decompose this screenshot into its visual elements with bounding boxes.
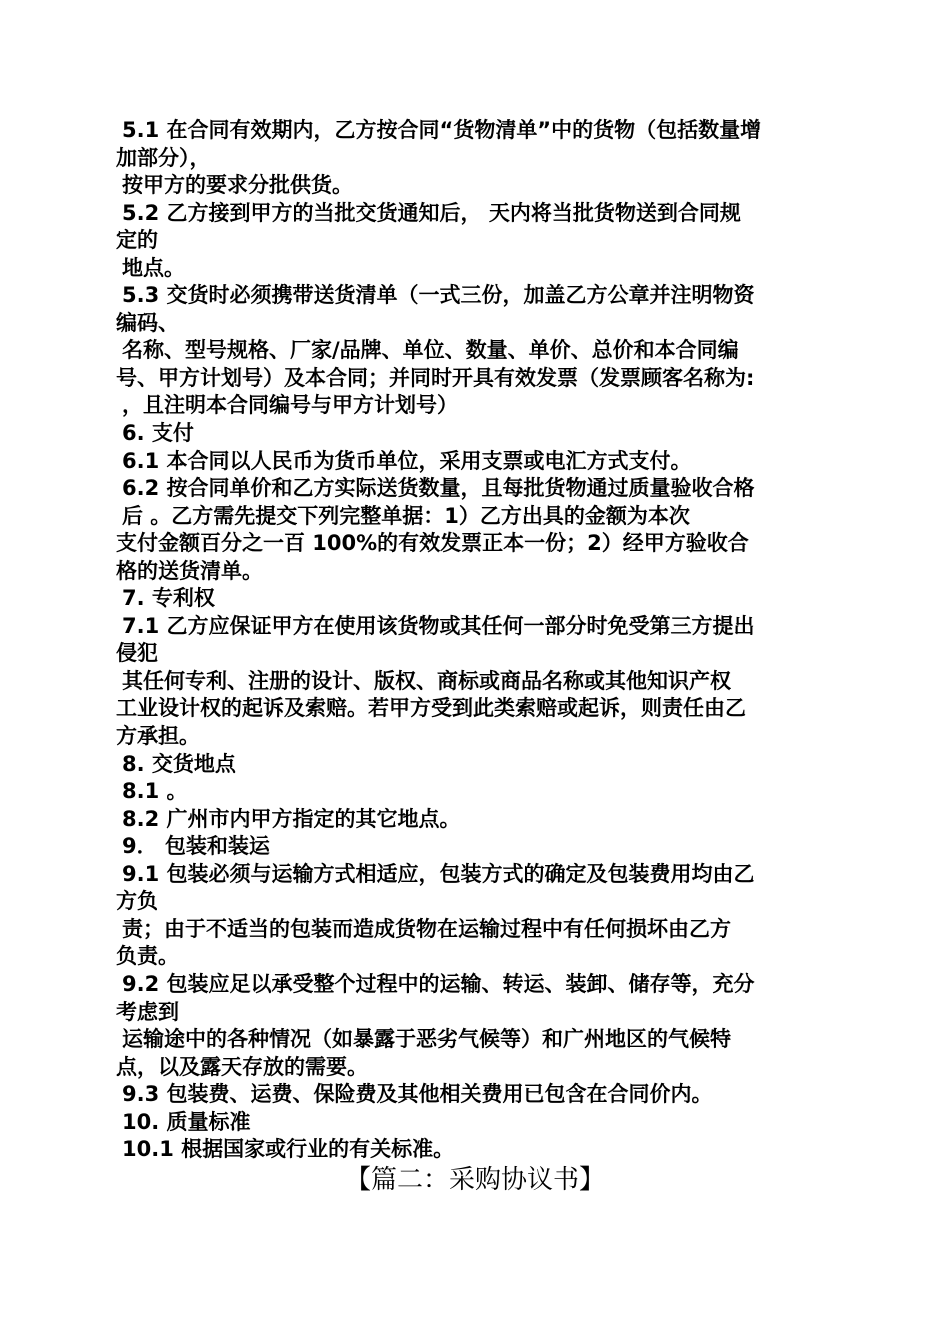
text-line: 其任何专利、注册的设计、版权、商标或商品名称或其他知识产权 [122, 668, 731, 693]
document-body [116, 117, 846, 1164]
text-line: 8.1 。 [122, 779, 188, 804]
text-line: 8. 交货地点 [122, 751, 236, 776]
text-line: 名称、型号规格、厂家/品牌、单位、数量、单价、总价和本合同编 [122, 338, 739, 363]
text-line: ，且注明本合同编号与甲方计划号） [122, 393, 458, 418]
text-line: 5.3 交货时必须携带送货清单（一式三份，加盖乙方公章并注明物资 [122, 283, 755, 308]
text-line: 责；由于不适当的包装而造成货物在运输过程中有任何损坏由乙方 [122, 916, 731, 941]
text-line: 负责。 [116, 944, 179, 969]
text-line: 7. 专利权 [122, 586, 215, 611]
text-line: 按甲方的要求分批供货。 [122, 173, 353, 198]
text-line: 6.1 本合同以人民币为货币单位，采用支票或电汇方式支付。 [122, 448, 692, 473]
text-line: 号、甲方计划号）及本合同；并同时开具有效发票（发票顾客名称为: [116, 365, 755, 390]
text-line: 7.1 乙方应保证甲方在使用该货物或其任何一部分时免受第三方提出 [122, 613, 755, 638]
text-line: 地点。 [122, 255, 185, 280]
text-line: 定的 [116, 228, 158, 253]
text-line: 10.1 根据国家或行业的有关标准。 [122, 1137, 455, 1162]
text-line: 方承担。 [116, 724, 200, 749]
text-line: 方负 [116, 889, 158, 914]
text-line: 加部分）， [116, 145, 211, 170]
text-line: 9． 包装和装运 [122, 834, 270, 859]
text-line: 后 。乙方需先提交下列完整单据：1）乙方出具的金额为本次 [122, 503, 690, 528]
text-line: 格的送货清单。 [116, 558, 263, 583]
text-line: 9.3 包装费、运费、保险费及其他相关费用已包含在合同价内。 [122, 1082, 713, 1107]
text-line: 支付金额百分之一百 100%的有效发票正本一份；2）经甲方验收合 [116, 531, 749, 556]
text-line: 5.1 在合同有效期内，乙方按合同“货物清单”中的货物（包括数量增 [122, 118, 762, 142]
text-line: 6. 支付 [122, 421, 194, 446]
text-line: 9.1 包装必须与运输方式相适应，包装方式的确定及包装费用均由乙 [122, 861, 755, 886]
text-line: 考虑到 [116, 999, 179, 1024]
text-line: 点，以及露天存放的需要。 [116, 1054, 368, 1079]
text-line: 工业设计权的起诉及索赔。若甲方受到此类索赔或起诉，则责任由乙 [116, 696, 746, 721]
text-line: 9.2 包装应足以承受整个过程中的运输、转运、装卸、储存等，充分 [122, 971, 755, 996]
text-line: 编码、 [116, 310, 179, 335]
section-title: 【篇二：采购协议书】 [344, 1165, 605, 1195]
text-line: 10. 质量标准 [122, 1109, 251, 1134]
text-line: 8.2 广州市内甲方指定的其它地点。 [122, 806, 461, 831]
text-line: 侵犯 [116, 641, 158, 666]
text-line: 5.2 乙方接到甲方的当批交货通知后， 天内将当批货物送到合同规 [122, 200, 741, 225]
text-line: 运输途中的各种情况（如暴露于恶劣气候等）和广州地区的气候特 [122, 1027, 731, 1052]
text-line: 6.2 按合同单价和乙方实际送货数量，且每批货物通过质量验收合格 [122, 476, 755, 501]
